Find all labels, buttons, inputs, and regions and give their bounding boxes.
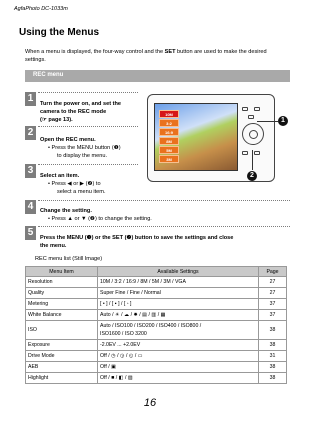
four-way-control: [242, 123, 264, 145]
settings-cell: Off / ◷ / ◶ / ◵ / ▭: [98, 351, 259, 362]
camera-lcd-screen: [154, 103, 238, 171]
settings-cell: Off / ▣: [98, 362, 259, 373]
page-cell: 27: [259, 288, 287, 299]
section-title: Using the Menus: [19, 27, 100, 38]
column-header: Page: [259, 267, 287, 277]
table-row: [26, 373, 287, 384]
set-button: [249, 130, 258, 139]
step-5-heading: [40, 234, 233, 250]
menu-item-cell: Quality: [26, 288, 98, 299]
table-row: [26, 288, 287, 299]
menu-item-cell: ISO: [26, 321, 98, 340]
menu-item-cell: Highlight: [26, 373, 98, 384]
menu-item-cell: White Balance: [26, 310, 98, 321]
step-divider: [38, 92, 138, 93]
step-3-heading: Select an item.: [40, 173, 80, 179]
settings-cell: 10M / 3:2 / 16:9 / 8M / 5M / 3M / VGA: [98, 277, 259, 288]
callout-menu-button: 1: [278, 116, 288, 126]
callout-leader: [257, 121, 278, 122]
step-3-body-line-2: select a menu item.: [57, 189, 106, 195]
step-number: 4: [25, 200, 36, 214]
menu-item-cell: Drive Mode: [26, 351, 98, 362]
step-3-body-line-1: • Press ◀ or ▶ (❷) to: [48, 181, 101, 187]
step-divider: [38, 126, 138, 127]
lcd-menu-item: 8M: [159, 137, 179, 145]
page-cell: 38: [259, 373, 287, 384]
menu-button: [248, 115, 254, 119]
settings-cell: Auto / ☀ / ☁ / ✹ / ▤ / ▥ / ▦: [98, 310, 259, 321]
table-row: [26, 310, 287, 321]
step-4-body: • Press ▲ or ▼ (❷) to change the setting.: [48, 216, 152, 222]
delete-button: [254, 151, 260, 155]
menu-item-cell: AEB: [26, 362, 98, 373]
column-header: Menu Item: [26, 267, 98, 277]
callout-leader: [252, 150, 253, 170]
intro-bold: SET: [164, 49, 176, 55]
page-cell: 38: [259, 321, 287, 340]
lcd-menu-item: 3:2: [159, 119, 179, 127]
intro-paragraph: [25, 48, 287, 64]
settings-cell: -2.0EV ... +2.0EV: [98, 340, 259, 351]
menu-item-cell: Metering: [26, 299, 98, 310]
settings-line: Auto / ISO100 / ISO200 / ISO400 / ISO800 /: [100, 323, 202, 329]
step-2-body: [48, 144, 121, 160]
rec-menu-table: [25, 266, 287, 384]
page-cell: 37: [259, 299, 287, 310]
page-cell: 31: [259, 351, 287, 362]
step-1-line-2: camera to the REC mode: [40, 109, 107, 115]
settings-cell: [ • ] / [ ▪ ] / [ ◦ ]: [98, 299, 259, 310]
page-cell: 38: [259, 340, 287, 351]
step-2-heading: Open the REC menu.: [40, 137, 96, 143]
step-5-line-2: the menu.: [40, 243, 67, 249]
page-cell: 37: [259, 310, 287, 321]
menu-item-cell: Resolution: [26, 277, 98, 288]
table-row: [26, 321, 287, 340]
step-divider: [38, 200, 290, 201]
lcd-menu-item: 5M: [159, 146, 179, 154]
callout-four-way: 2: [247, 171, 257, 181]
lcd-menu-column: [159, 110, 179, 164]
step-5-line-1: Press the MENU (❶) or the SET (❷) button to save the settings and close: [40, 235, 234, 241]
step-2-body-line-1: • Press the MENU button (❶): [48, 145, 121, 151]
step-4-heading: Change the setting.: [40, 208, 92, 214]
menu-item-cell: Exposure: [26, 340, 98, 351]
step-number: 3: [25, 164, 36, 178]
table-row: [26, 362, 287, 373]
camera-back-illustration: [147, 94, 275, 182]
step-1-heading: [40, 100, 121, 124]
settings-line: ISO1600 / ISO 3200: [100, 331, 147, 337]
column-header: Available Settings: [98, 267, 259, 277]
step-divider: [38, 164, 138, 165]
step-number: 2: [25, 126, 36, 140]
lcd-menu-item: 16:9: [159, 128, 179, 136]
table-row: [26, 351, 287, 362]
playback-button: [242, 151, 248, 155]
rec-menu-band: [25, 70, 290, 82]
camera-button-cluster: [240, 105, 268, 165]
intro-text: When a menu is displayed, the four-way control and the: [25, 49, 165, 55]
brand-header: AgfaPhoto DC-1033m: [14, 6, 68, 12]
table-row: [26, 277, 287, 288]
step-3-body: [48, 180, 106, 196]
step-1-line-1: Turn the power on, and set the: [40, 101, 122, 107]
settings-cell: [98, 321, 259, 340]
step-2-body-line-2: to display the menu.: [57, 153, 108, 159]
lcd-menu-item: 3M: [159, 155, 179, 163]
zoom-tele-button: [254, 107, 260, 111]
table-header-row: [26, 267, 287, 277]
step-number: 1: [25, 92, 36, 106]
intro-text-end: button are used to make the desired settings.: [25, 49, 267, 63]
step-1-line-3: (☞ page 13).: [40, 117, 73, 123]
settings-cell: Super Fine / Fine / Normal: [98, 288, 259, 299]
page-cell: 27: [259, 277, 287, 288]
band-label: REC menu: [33, 72, 64, 78]
zoom-wide-button: [242, 107, 248, 111]
table-title: REC menu list (Still Image): [35, 256, 103, 262]
step-number: 5: [25, 226, 36, 240]
page-number: 16: [143, 397, 157, 409]
step-divider: [38, 226, 290, 227]
table-row: [26, 340, 287, 351]
page-cell: 38: [259, 362, 287, 373]
settings-cell: Off / ■ / ◧ / ▨: [98, 373, 259, 384]
lcd-menu-item: 10M: [159, 110, 179, 118]
table-row: [26, 299, 287, 310]
